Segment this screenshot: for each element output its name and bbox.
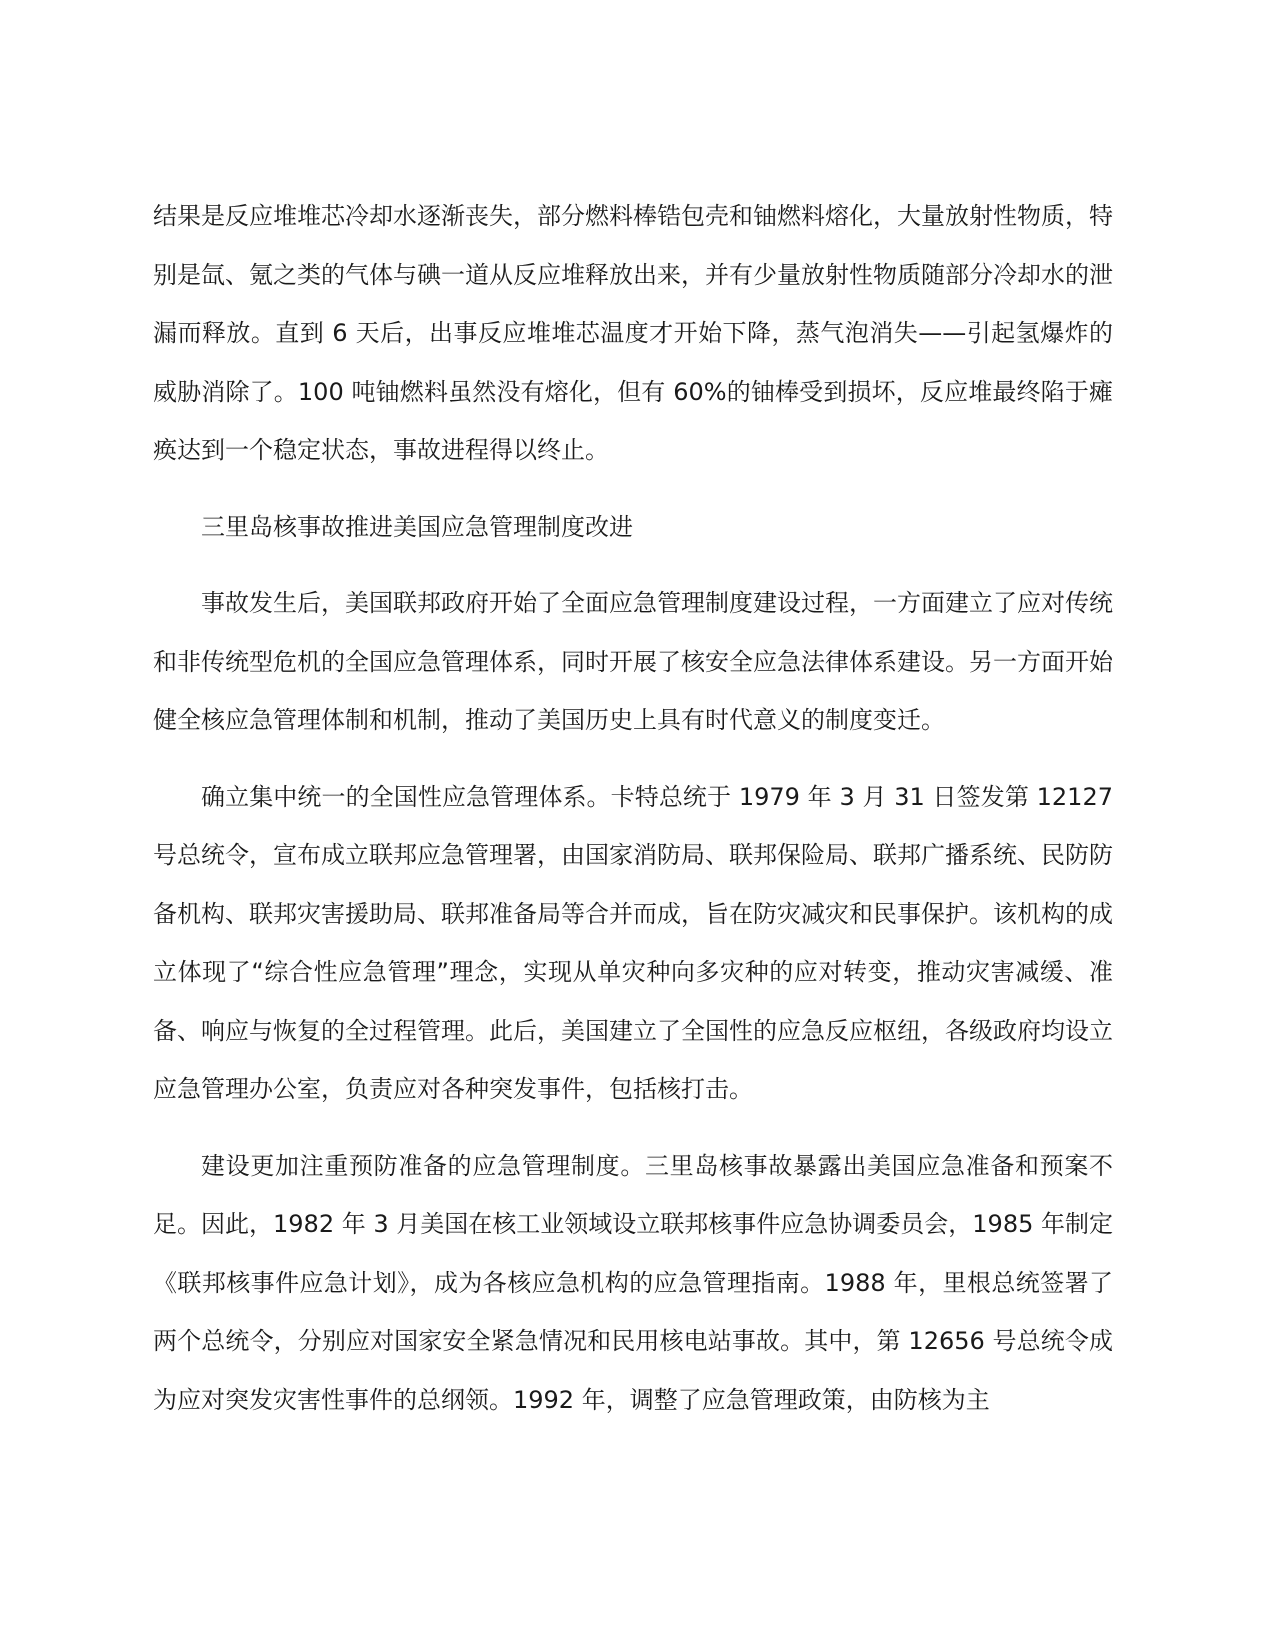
body-paragraph-3: 确立集中统一的全国性应急管理体系。卡特总统于 1979 年 3 月 31 日签发第 12127 号总统令，宣布成立联邦应急管理署，由国家消防局、联邦保险局、联邦广播系统、民防防备机构、联邦灾害援助局、联邦准备局等合并而成，旨在防灾减灾和民事保护。该机构的成立体现了“综合性应急管理”理念，实现从单灾种向多灾种的应对转变，推动灾害减缓、准备、响应与恢复的全过程管理。此后，美国建立了全国性的应急反应枢纽，各级政府均设立应急管理办公室，负责应对各种突发事件，包括核打击。 — [153, 782, 1113, 1103]
section-heading: 三里岛核事故推进美国应急管理制度改进 — [201, 512, 633, 541]
body-paragraph-2: 事故发生后，美国联邦政府开始了全面应急管理制度建设过程，一方面建立了应对传统和非传统型危机的全国应急管理体系，同时开展了核安全应急法律体系建设。另一方面开始健全核应急管理体制和机制，推动了美国历史上具有时代意义的制度变迁。 — [153, 589, 1113, 734]
body-paragraph-4: 建设更加注重预防准备的应急管理制度。三里岛核事故暴露出美国应急准备和预案不足。因此，1982 年 3 月美国在核工业领域设立联邦核事件应急协调委员会，1985 年制定《联邦核事件应急计划》，成为各核应急机构的应急管理指南。1988 年，里根总统签署了两个总统令，分别应对国家安全紧急情况和民用核电站事故。其中，第 12656 号总统令成为应对突发灾害性事件的总纲领。1992 年，调整了应急管理政策，由防核为主 — [153, 1151, 1113, 1414]
document-body — [153, 187, 1113, 1447]
body-paragraph-1: 结果是反应堆堆芯冷却水逐渐丧失，部分燃料棒锆包壳和铀燃料熔化，大量放射性物质，特别是氙、氪之类的气体与碘一道从反应堆释放出来，并有少量放射性物质随部分冷却水的泄漏而释放。直到 6 天后，出事反应堆堆芯温度才开始下降，蒸气泡消失——引起氢爆炸的威胁消除了。100 吨铀燃料虽然没有熔化，但有 60%的铀棒受到损坏，反应堆最终陷于瘫痪达到一个稳定状态，事故进程得以终止。 — [153, 202, 1113, 464]
